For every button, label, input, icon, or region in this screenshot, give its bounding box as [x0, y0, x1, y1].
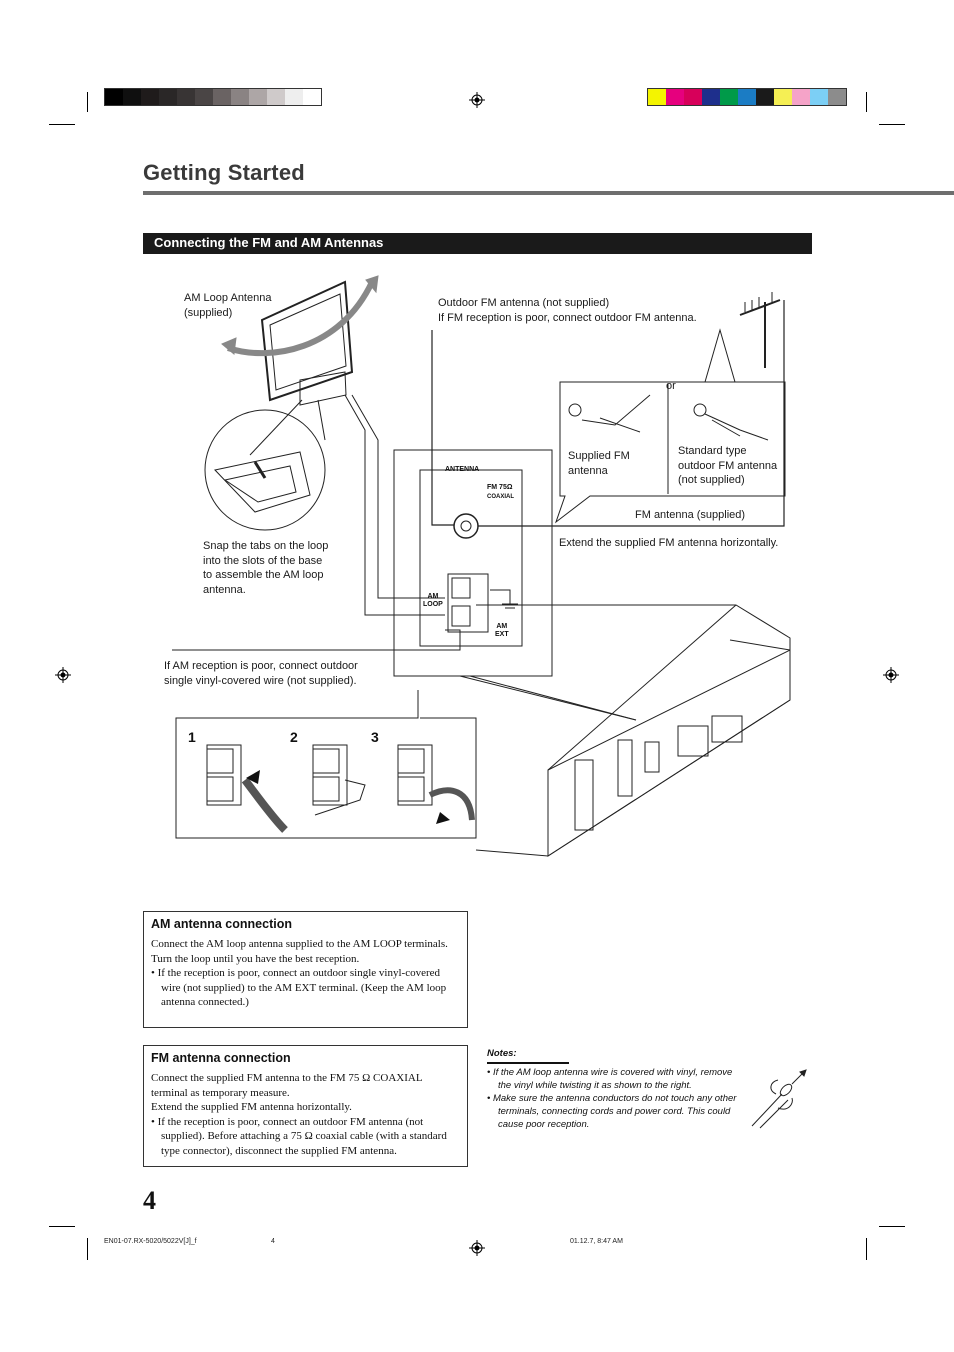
footer-filename: EN01-07.RX-5020/5022V[J]_f — [104, 1238, 197, 1245]
note-item: • If the AM loop antenna wire is covered with vinyl, remove the vinyl while twisting it as shown to the right. — [487, 1067, 733, 1091]
section-title: Connecting the FM and AM Antennas — [154, 235, 384, 250]
fm-box-title: FM antenna connection — [151, 1051, 291, 1065]
or-label: or — [666, 380, 676, 392]
am-reception-poor-label: If AM reception is poor, connect outdoor single vinyl-covered wire (not supplied). — [164, 660, 358, 687]
fm-box-bullet: • If the reception is poor, connect an outdoor FM antenna (not supplied). Before attaching a 75 Ω coaxial cable (with a standard type connector), disconnect the supplied FM antenna. — [151, 1115, 447, 1157]
twisted-wire-icon — [748, 1068, 810, 1130]
supplied-fm-antenna-label: Supplied FM antenna — [568, 450, 630, 477]
am-box-title: AM antenna connection — [151, 917, 292, 931]
am-antenna-connection-box — [143, 911, 468, 1028]
extend-antenna-label: Extend the supplied FM antenna horizontally. — [559, 537, 779, 549]
notes-rule — [487, 1062, 569, 1064]
step-3-label: 3 — [371, 729, 379, 745]
fm-box-paragraph: Extend the supplied FM antenna horizontally. — [151, 1101, 352, 1113]
panel-antenna-label: ANTENNA — [445, 466, 480, 473]
am-box-paragraph: Turn the loop until you have the best reception. — [151, 952, 360, 965]
page-number: 4 — [143, 1186, 156, 1215]
snap-tabs-label: Snap the tabs on the loop into the slots of the base to assemble the AM loop antenna. — [203, 540, 329, 596]
note-item: • Make sure the antenna conductors do not touch any other terminals, connecting cords and power cord. This could cause poor reception. — [487, 1093, 737, 1130]
footer-timestamp: 01.12.7, 8:47 AM — [570, 1238, 623, 1245]
am-box-bullet: • If the reception is poor, connect an outdoor single vinyl-covered wire (not supplied) to the AM EXT terminal. (Keep the AM loop antenna connected.) — [151, 967, 447, 1008]
step-2-label: 2 — [290, 729, 298, 745]
footer-page: 4 — [271, 1238, 275, 1245]
panel-am-loop-label: AM LOOP — [423, 593, 443, 608]
notes-title: Notes: — [487, 1048, 517, 1059]
am-box-paragraph: Connect the AM loop antenna supplied to the AM LOOP terminals. — [151, 938, 448, 950]
step-1-label: 1 — [188, 729, 196, 745]
crop-mark — [879, 1226, 905, 1227]
panel-fm-label: FM 75Ω — [487, 484, 513, 491]
crop-mark — [866, 1238, 867, 1260]
fm-antenna-supplied-label: FM antenna (supplied) — [635, 509, 746, 521]
fm-box-paragraph: Connect the supplied FM antenna to the FM 75 Ω COAXIAL terminal as temporary measure. — [151, 1072, 423, 1099]
standard-type-antenna-label: Standard type outdoor FM antenna (not supplied) — [678, 445, 778, 486]
registration-mark-icon — [469, 1240, 485, 1256]
fm-antenna-connection-box — [143, 1045, 468, 1167]
crop-mark — [49, 1226, 75, 1227]
outdoor-fm-antenna-label: Outdoor FM antenna (not supplied) If FM reception is poor, connect outdoor FM antenna. — [438, 297, 697, 324]
page-title: Getting Started — [143, 160, 305, 185]
notes-list — [487, 1066, 747, 1131]
am-loop-antenna-label: AM Loop Antenna (supplied) — [184, 292, 272, 319]
crop-mark — [87, 1238, 88, 1260]
panel-coaxial-label: COAXIAL — [487, 494, 514, 500]
panel-am-ext-label: AM EXT — [495, 623, 509, 638]
